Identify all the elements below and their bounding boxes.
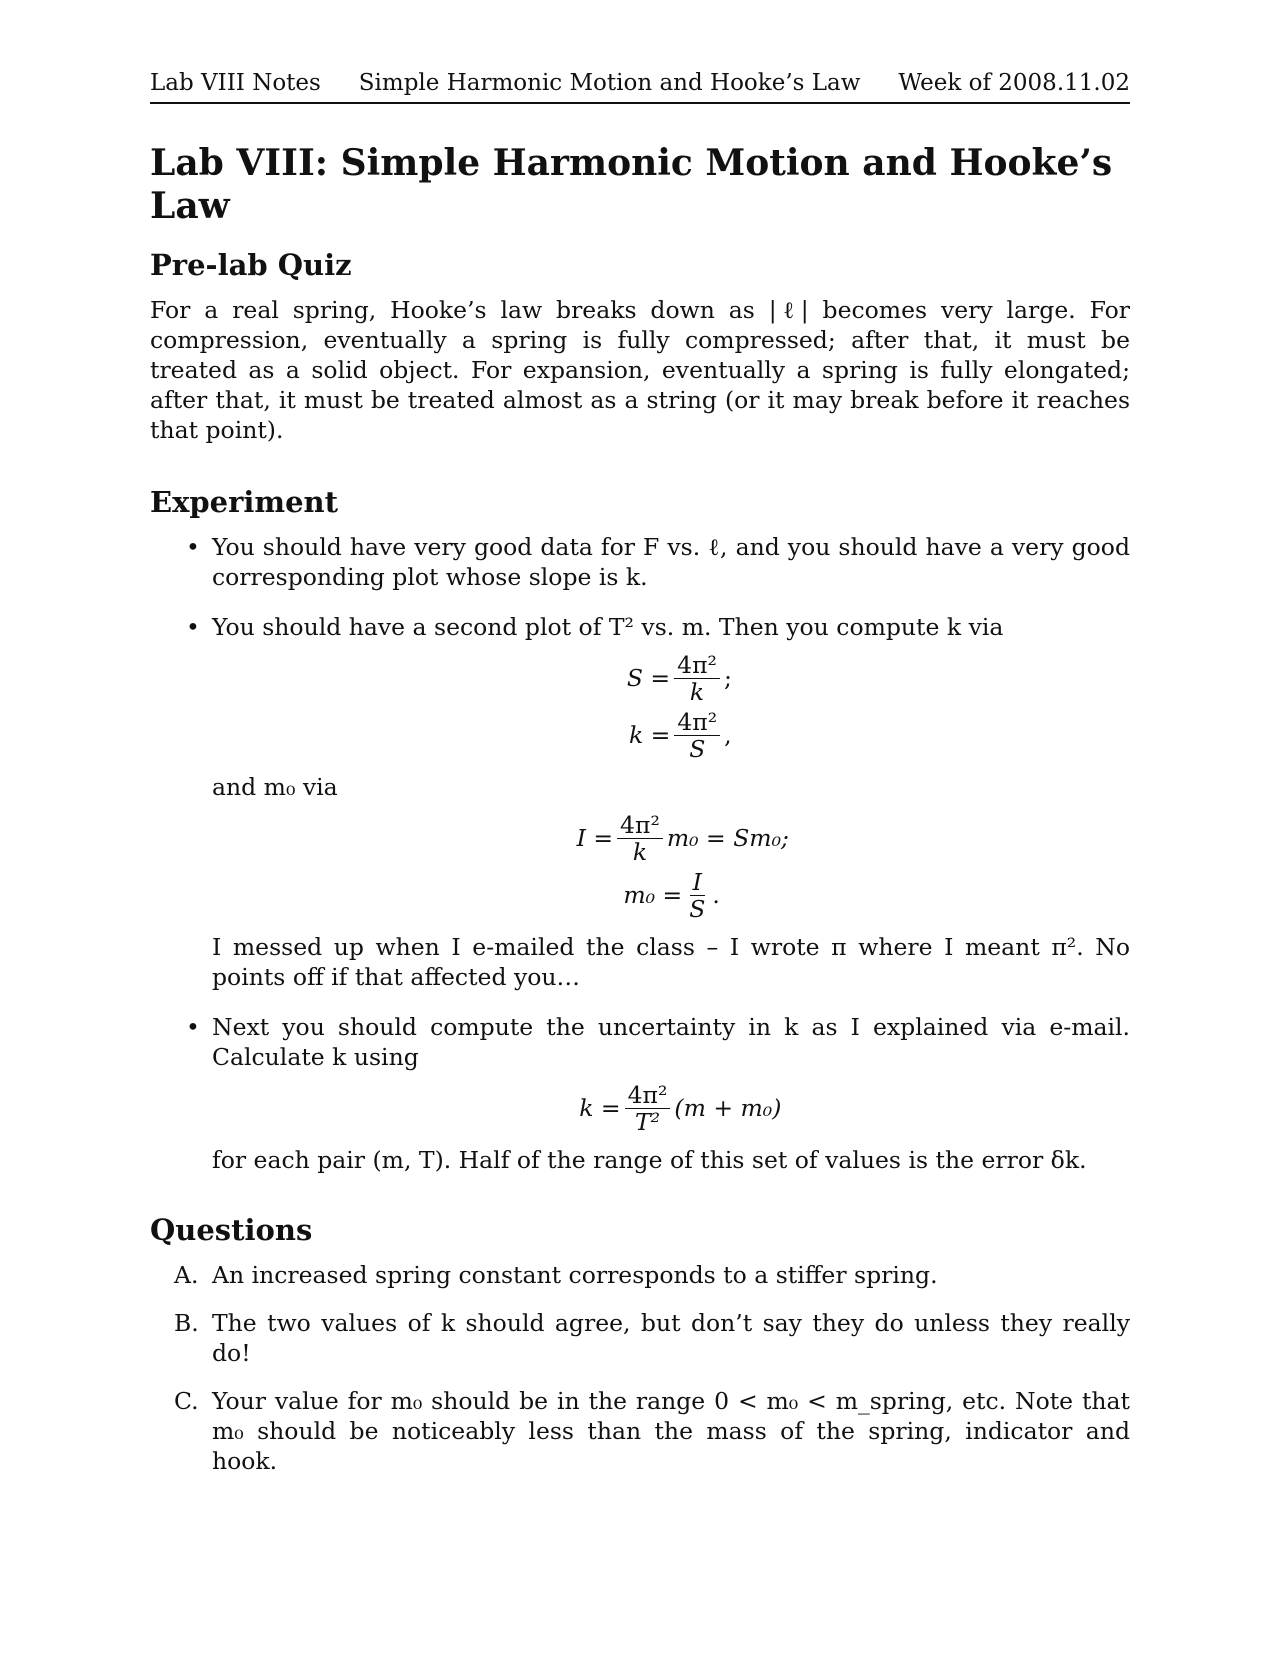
equation-m0 xyxy=(212,869,1130,922)
equation-k xyxy=(212,709,1130,762)
equation-block-I-m0 xyxy=(212,812,1130,922)
experiment-bullet-1 xyxy=(150,532,1130,592)
eq-I-tail: m₀ = Sm₀; xyxy=(666,824,789,853)
eq-k-lhs: k = xyxy=(628,721,671,750)
eq-m0-tail: . xyxy=(712,881,720,910)
equation-block-S-k xyxy=(212,652,1130,762)
eq-m0-den: S xyxy=(689,894,706,923)
bullet-icon: • xyxy=(186,1012,200,1041)
errata-note: I messed up when I e-mailed the class – I wrote π where I meant π². No points off if that affected you… xyxy=(212,932,1130,991)
eq-I-num: 4π² xyxy=(617,812,663,839)
eq-S-num: 4π² xyxy=(674,652,720,679)
page xyxy=(150,70,1130,1494)
questions-list xyxy=(150,1260,1130,1476)
eq-m0-num: I xyxy=(690,869,705,896)
eq-k2-tail: (m + m₀) xyxy=(674,1094,782,1123)
eq-k-num: 4π² xyxy=(674,709,720,736)
question-text: The two values of k should agree, but don’t say they do unless they really do! xyxy=(212,1308,1130,1367)
eq-k2-fraction xyxy=(625,1082,671,1135)
eq-m0-lhs: m₀ = xyxy=(623,881,683,910)
eq-k-fraction xyxy=(674,709,720,762)
question-label: C. xyxy=(174,1386,199,1415)
error-definition: for each pair (m, T). Half of the range of this set of values is the error δk. xyxy=(212,1145,1087,1174)
experiment-section xyxy=(150,485,1130,1175)
eq-m0-fraction xyxy=(686,869,708,922)
eq-k-den: S xyxy=(689,734,706,763)
question-label: A. xyxy=(174,1260,199,1289)
document-title: Lab VIII: Simple Harmonic Motion and Hooke’s Law xyxy=(150,142,1113,228)
bullet-1-text: You should have very good data for F vs. ℓ, and you should have a very good corresponding plot whose slope is k. xyxy=(212,532,1130,591)
eq-I-fraction xyxy=(617,812,663,865)
header-left: Lab VIII Notes xyxy=(150,70,321,96)
eq-k-tail: , xyxy=(724,721,732,750)
experiment-bullet-2 xyxy=(150,612,1130,992)
and-m0-text: and m₀ via xyxy=(212,772,338,801)
eq-k2-lhs: k = xyxy=(579,1094,621,1123)
prelab-heading: Pre-lab Quiz xyxy=(150,248,352,283)
eq-S-den: k xyxy=(689,677,705,706)
eq-S-lhs: S = xyxy=(626,664,671,693)
bullet-icon: • xyxy=(186,612,200,641)
bullet-icon: • xyxy=(186,532,200,561)
running-header xyxy=(150,70,1130,104)
question-text: Your value for m₀ should be in the range 0 < m₀ < m_spring, etc. Note that m₀ should be noticeably less than the mass of the spring, indicator and hook. xyxy=(212,1386,1130,1475)
equation-S xyxy=(212,652,1130,705)
question-item-c xyxy=(150,1386,1130,1476)
prelab-text: For a real spring, Hooke’s law breaks down as |ℓ| becomes very large. For compression, eventually a spring is fully compressed; after that, it must be treated as a solid object. For expansion, eventually a spring is fully elongated; after that, it must be treated almost as a string (or it may break before it reaches that point). xyxy=(150,296,1130,445)
questions-heading: Questions xyxy=(150,1212,313,1247)
eq-S-tail: ; xyxy=(723,664,732,693)
question-item-b xyxy=(150,1308,1130,1368)
header-right: Week of 2008.11.02 xyxy=(898,70,1130,96)
equation-k2 xyxy=(212,1082,1130,1135)
experiment-heading: Experiment xyxy=(150,485,339,520)
bullet-3-text: Next you should compute the uncertainty in k as I explained via e-mail. Calculate k using xyxy=(212,1012,1130,1071)
question-text: An increased spring constant corresponds to a stiffer spring. xyxy=(212,1260,938,1289)
question-label: B. xyxy=(174,1308,199,1337)
experiment-list xyxy=(150,532,1130,1175)
bullet-2-text: You should have a second plot of T² vs. m. Then you compute k via xyxy=(212,612,1004,641)
questions-section xyxy=(150,1213,1130,1476)
equation-block-k2 xyxy=(212,1082,1130,1135)
eq-S-fraction xyxy=(674,652,720,705)
equation-I xyxy=(212,812,1130,865)
eq-I-den: k xyxy=(632,837,648,866)
experiment-bullet-3 xyxy=(150,1012,1130,1175)
header-center: Simple Harmonic Motion and Hooke’s Law xyxy=(358,70,861,96)
eq-I-lhs: I = xyxy=(576,824,614,853)
eq-k2-den: T² xyxy=(634,1107,661,1136)
prelab-section xyxy=(150,248,1130,445)
eq-k2-num: 4π² xyxy=(625,1082,671,1109)
question-item-a xyxy=(150,1260,1130,1290)
